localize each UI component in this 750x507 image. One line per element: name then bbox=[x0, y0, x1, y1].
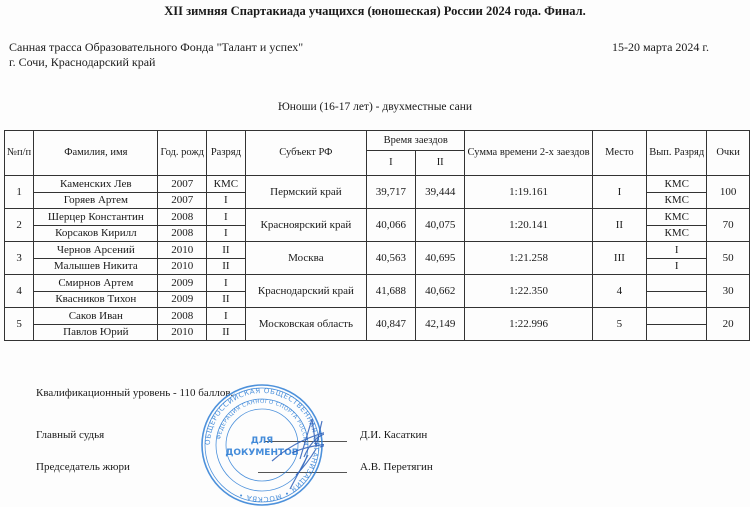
qualification-level: Квалификационный уровень - 110 баллов. bbox=[36, 387, 234, 399]
athlete-name: Каменских Лев bbox=[34, 176, 158, 193]
athlete-rank: I bbox=[206, 275, 245, 292]
total-time: 1:19.161 bbox=[465, 176, 592, 209]
jury-chair-name: А.В. Перетягин bbox=[360, 461, 433, 473]
col-points: Очки bbox=[707, 131, 750, 176]
points: 100 bbox=[707, 176, 750, 209]
run1-time: 40,563 bbox=[366, 242, 415, 275]
athlete-name: Горяев Артем bbox=[34, 192, 158, 209]
city: г. Сочи, Краснодарский край bbox=[9, 55, 156, 69]
athlete-year: 2008 bbox=[158, 225, 207, 242]
col-total: Сумма времени 2-х заездов bbox=[465, 131, 592, 176]
venue: Санная трасса Образовательного Фонда "Талант и успех" bbox=[9, 40, 304, 54]
points: 50 bbox=[707, 242, 750, 275]
place: 5 bbox=[592, 308, 647, 341]
col-place: Место bbox=[592, 131, 647, 176]
achieved-rank: КМС bbox=[647, 225, 707, 242]
athlete-rank: I bbox=[206, 209, 245, 226]
athlete-rank: I bbox=[206, 225, 245, 242]
points: 30 bbox=[707, 275, 750, 308]
header-row bbox=[5, 131, 750, 151]
chief-judge-label: Главный судья bbox=[36, 429, 105, 441]
col-name: Фамилия, имя bbox=[34, 131, 158, 176]
athlete-rank: I bbox=[206, 308, 245, 325]
athlete-year: 2009 bbox=[158, 291, 207, 308]
official-stamp bbox=[200, 383, 324, 507]
athlete-year: 2010 bbox=[158, 242, 207, 259]
total-time: 1:22.996 bbox=[465, 308, 592, 341]
table-row bbox=[5, 176, 750, 193]
athlete-name: Саков Иван bbox=[34, 308, 158, 325]
achieved-rank: I bbox=[647, 258, 707, 275]
place: III bbox=[592, 242, 647, 275]
athlete-rank: КМС bbox=[206, 176, 245, 193]
team-num: 4 bbox=[5, 275, 34, 308]
athlete-name: Чернов Арсений bbox=[34, 242, 158, 259]
col-rank: Разряд bbox=[206, 131, 245, 176]
place: 4 bbox=[592, 275, 647, 308]
athlete-name: Квасников Тихон bbox=[34, 291, 158, 308]
athlete-name: Корсаков Кирилл bbox=[34, 225, 158, 242]
run2-time: 40,662 bbox=[415, 275, 465, 308]
achieved-rank bbox=[647, 275, 707, 292]
athlete-year: 2010 bbox=[158, 324, 207, 341]
run1-time: 41,688 bbox=[366, 275, 415, 308]
table-row bbox=[5, 308, 750, 325]
table-row bbox=[5, 242, 750, 259]
col-run2: II bbox=[415, 151, 465, 176]
document-title: XII зимняя Спартакиада учащихся (юношеская) России 2024 года. Финал. bbox=[164, 4, 586, 18]
athlete-name: Павлов Юрий bbox=[34, 324, 158, 341]
table-row bbox=[5, 275, 750, 292]
points: 70 bbox=[707, 209, 750, 242]
athlete-year: 2010 bbox=[158, 258, 207, 275]
total-time: 1:21.258 bbox=[465, 242, 592, 275]
achieved-rank: КМС bbox=[647, 192, 707, 209]
team-num: 1 bbox=[5, 176, 34, 209]
athlete-name: Шерцер Константин bbox=[34, 209, 158, 226]
chief-judge-name: Д.И. Касаткин bbox=[360, 429, 428, 441]
results-table bbox=[4, 130, 750, 341]
athlete-year: 2008 bbox=[158, 209, 207, 226]
team-region: Московская область bbox=[245, 308, 366, 341]
col-region: Субъект РФ bbox=[245, 131, 366, 176]
achieved-rank bbox=[647, 308, 707, 325]
team-num: 2 bbox=[5, 209, 34, 242]
run1-time: 40,066 bbox=[366, 209, 415, 242]
total-time: 1:20.141 bbox=[465, 209, 592, 242]
col-num: №п/п bbox=[5, 131, 34, 176]
place: II bbox=[592, 209, 647, 242]
place: I bbox=[592, 176, 647, 209]
run1-time: 39,717 bbox=[366, 176, 415, 209]
points: 20 bbox=[707, 308, 750, 341]
athlete-name: Смирнов Артем bbox=[34, 275, 158, 292]
team-region: Пермский край bbox=[245, 176, 366, 209]
col-runs: Время заездов bbox=[366, 131, 465, 151]
team-region: Краснодарский край bbox=[245, 275, 366, 308]
athlete-rank: II bbox=[206, 291, 245, 308]
athlete-rank: I bbox=[206, 192, 245, 209]
achieved-rank: I bbox=[647, 242, 707, 259]
col-year: Год. рожд bbox=[158, 131, 207, 176]
achieved-rank bbox=[647, 291, 707, 308]
team-region: Москва bbox=[245, 242, 366, 275]
team-region: Красноярский край bbox=[245, 209, 366, 242]
stamp-ring-text: ОБЩЕРОССИЙСКАЯ ОБЩЕСТВЕННАЯ ОРГАНИЗАЦИЯ • МОСКВА • bbox=[203, 386, 321, 504]
event-dates: 15-20 марта 2024 г. bbox=[612, 40, 709, 54]
run2-time: 40,075 bbox=[415, 209, 465, 242]
run2-time: 42,149 bbox=[415, 308, 465, 341]
achieved-rank bbox=[647, 324, 707, 341]
achieved-rank: КМС bbox=[647, 209, 707, 226]
run2-time: 39,444 bbox=[415, 176, 465, 209]
stamp-inner-ring-text: ФЕДЕРАЦИЯ САННОГО СПОРТА РОССИИ bbox=[216, 398, 309, 446]
run1-time: 40,847 bbox=[366, 308, 415, 341]
category-title: Юноши (16-17 лет) - двухместные сани bbox=[277, 101, 473, 113]
jury-chair-label: Председатель жюри bbox=[36, 461, 130, 473]
achieved-rank: КМС bbox=[647, 176, 707, 193]
athlete-year: 2007 bbox=[158, 176, 207, 193]
table-row bbox=[5, 209, 750, 226]
athlete-year: 2008 bbox=[158, 308, 207, 325]
athlete-rank: II bbox=[206, 324, 245, 341]
athlete-rank: II bbox=[206, 242, 245, 259]
team-num: 3 bbox=[5, 242, 34, 275]
athlete-rank: II bbox=[206, 258, 245, 275]
total-time: 1:22.350 bbox=[465, 275, 592, 308]
athlete-name: Малышев Никита bbox=[34, 258, 158, 275]
stamp-center-line2: ДОКУМЕНТОВ bbox=[225, 448, 299, 458]
team-num: 5 bbox=[5, 308, 34, 341]
athlete-year: 2009 bbox=[158, 275, 207, 292]
col-achieved-rank: Вып. Разряд bbox=[647, 131, 707, 176]
stamp-center-line1: ДЛЯ bbox=[250, 436, 274, 446]
run2-time: 40,695 bbox=[415, 242, 465, 275]
athlete-year: 2007 bbox=[158, 192, 207, 209]
col-run1: I bbox=[366, 151, 415, 176]
